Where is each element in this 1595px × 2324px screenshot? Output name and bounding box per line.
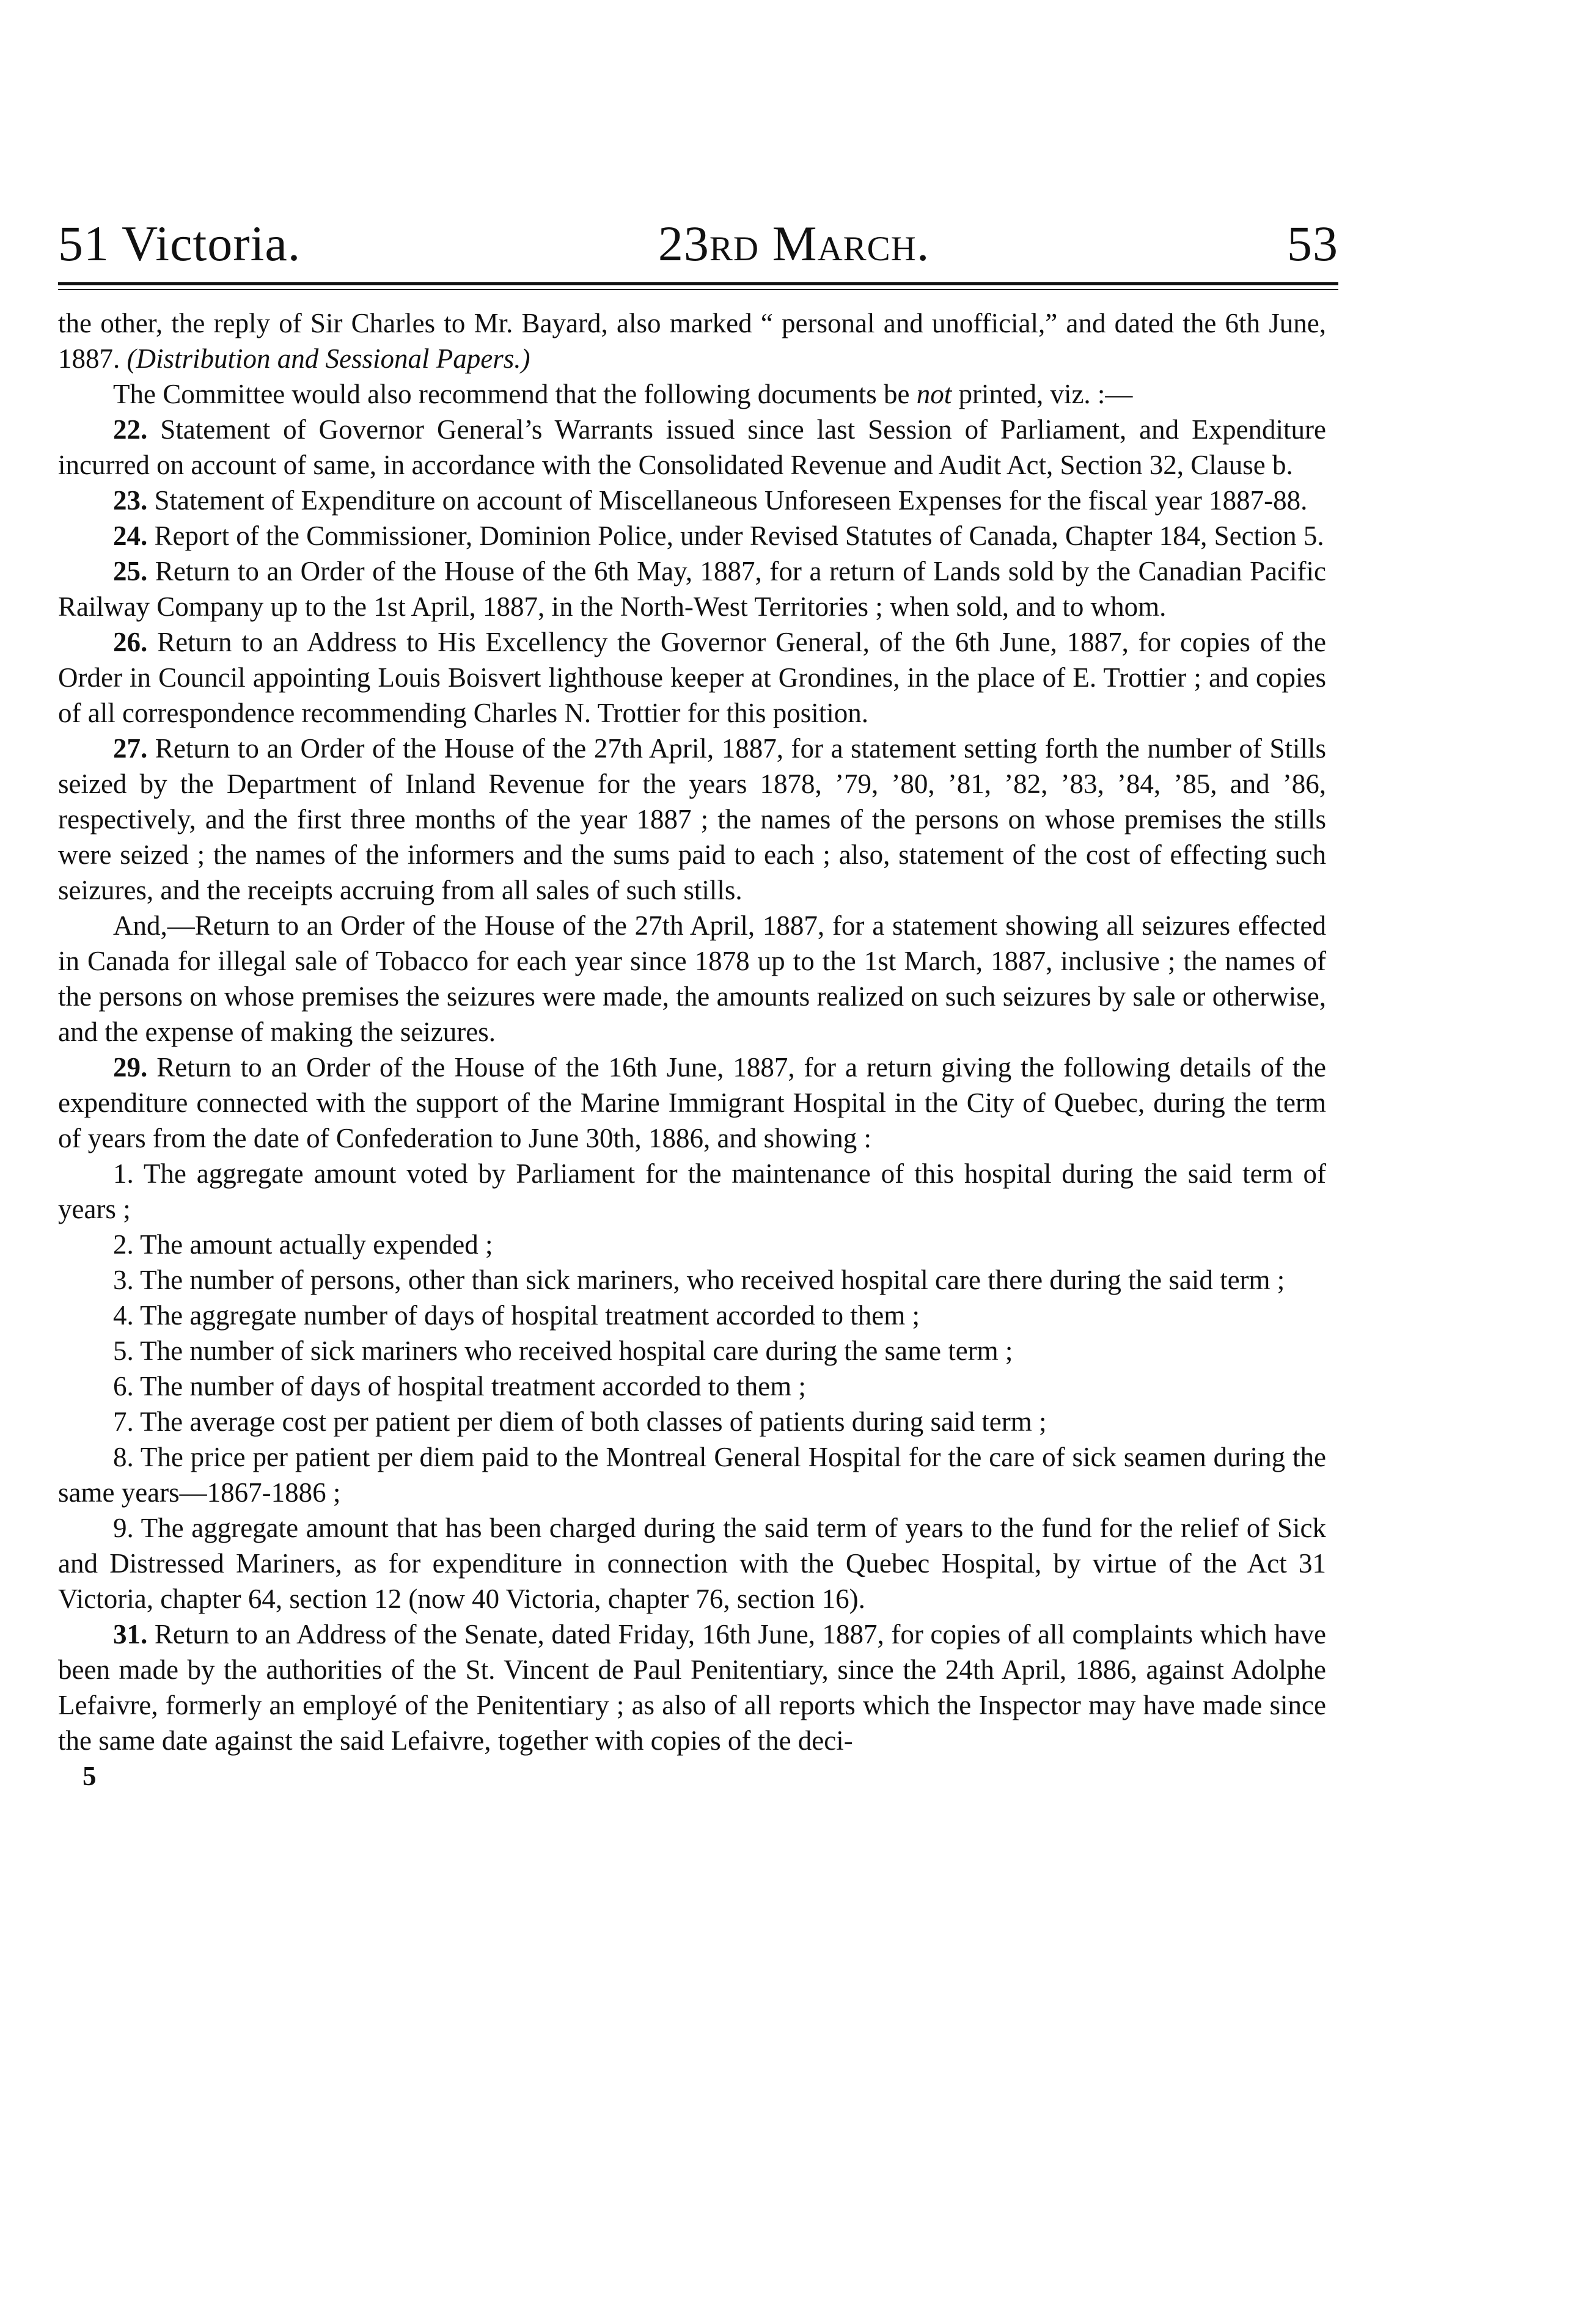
- committee-paragraph: [58, 376, 1326, 412]
- subitem-4: 4. The aggregate number of days of hospital treatment accorded to them ;: [113, 1300, 920, 1331]
- header-date: 23rd March.: [658, 216, 930, 271]
- item-number: 22.: [113, 414, 148, 445]
- item-27: [58, 731, 1326, 908]
- subitem-7: 7. The average cost per patient per diem of both classes of patients during said term ;: [113, 1406, 1047, 1437]
- subitem-3: 3. The number of persons, other than sick mariners, who received hospital care there during the said term ;: [113, 1265, 1285, 1295]
- item-26: [58, 624, 1326, 731]
- intro-paragraph: [58, 305, 1326, 376]
- subitem-6: 6. The number of days of hospital treatment accorded to them ;: [113, 1371, 806, 1401]
- item-text: Statement of Expenditure on account of Miscellaneous Unforeseen Expenses for the fiscal year 1887-88.: [154, 485, 1308, 516]
- signature-mark: 5: [82, 1761, 97, 1791]
- item-29: [58, 1050, 1326, 1156]
- item-text: Report of the Commissioner, Dominion Police, under Revised Statutes of Canada, Chapter 184, Section 5.: [154, 521, 1324, 551]
- item-text: Return to an Address of the Senate, dated Friday, 16th June, 1887, for copies of all complaints which have been made by the authorities of the St. Vincent de Paul Penitentiary, since the 24th April, 1886, against Adolphe Lefaivre, formerly an employé of the Penitentiary ; as also of all reports which the Inspector may have made since the same date against the said Lefaivre, together with copies of the deci-: [58, 1619, 1326, 1756]
- item-31: [58, 1617, 1326, 1758]
- item-number: 29.: [113, 1052, 148, 1083]
- item-text: Return to an Address to His Excellency the Governor General, of the 6th June, 1887, for copies of the Order in Council appointing Louis Boisvert lighthouse keeper at Grondines, in the place of E. Trottier ; and copies of all correspondence recommending Charles N. Trottier for this position.: [58, 627, 1327, 728]
- item-22: [58, 412, 1326, 483]
- subitem-2: 2. The amount actually expended ;: [113, 1229, 493, 1260]
- subitem-5: 5. The number of sick mariners who received hospital care during the same term ;: [113, 1336, 1013, 1366]
- item-24: [58, 518, 1326, 554]
- page-body: [58, 305, 1326, 1794]
- item-text: Statement of Governor General’s Warrants issued since last Session of Parliament, and Expenditure incurred on account of same, in accordance with the Consolidated Revenue and Audit Act, Section 32, Clause b.: [58, 414, 1327, 480]
- item-text: Return to an Order of the House of the 27th April, 1887, for a statement setting forth the number of Stills seized by the Department of Inland Revenue for the years 1878, ’79, ’80, ’81, ’82, ’83, ’84, ’85, and ’86, respectively, and the first three months of the year 1887 ; the names of the persons on whose premises the stills were seized ; the names of the informers and the sums paid to each ; also, statement of the cost of effecting such seizures, and the receipts accruing from all sales of such stills.: [58, 733, 1326, 905]
- item-25: [58, 554, 1326, 624]
- committee-emph: not: [916, 379, 952, 409]
- item-text: Return to an Order of the House of the 16th June, 1887, for a return giving the following details of the expenditure connected with the support of the Marine Immigrant Hospital in the City of Quebec, during the term of years from the date of Confederation to June 30th, 1886, and showing :: [58, 1052, 1327, 1153]
- item-number: 27.: [113, 733, 148, 764]
- intro-text: the other, the reply of Sir Charles to Mr. Bayard, also marked “ personal and unofficial,” and dated the 6th June, 1887.: [58, 308, 1326, 374]
- item-number: 25.: [113, 556, 148, 586]
- item-text: Return to an Order of the House of the 6th May, 1887, for a return of Lands sold by the Canadian Pacific Railway Company up to the 1st April, 1887, in the North-West Territories ; when sold, and to whom.: [58, 556, 1327, 622]
- header-rule-thick: [58, 282, 1338, 285]
- page-number: 53: [1286, 216, 1338, 271]
- item-number: 26.: [113, 627, 148, 657]
- intro-note: (Distribution and Sessional Papers.): [127, 343, 530, 374]
- item-number: 23.: [113, 485, 148, 516]
- header-rule-thin: [58, 289, 1338, 290]
- item-number: 24.: [113, 521, 148, 551]
- item-number: 31.: [113, 1619, 148, 1650]
- subitem-1: 1. The aggregate amount voted by Parliament for the maintenance of this hospital during the said term of years ;: [58, 1158, 1326, 1224]
- subitem-8: 8. The price per patient per diem paid to the Montreal General Hospital for the care of sick seamen during the same years—1867-1886 ;: [58, 1442, 1326, 1508]
- subitem-9: 9. The aggregate amount that has been charged during the said term of years to the fund for the relief of Sick and Distressed Mariners, as for expenditure in connection with the Quebec Hospital, by virtue of the Act 31 Victoria, chapter 64, section 12 (now 40 Victoria, chapter 76, section 16).: [58, 1513, 1326, 1614]
- page-header: [58, 183, 1338, 269]
- committee-pre: The Committee would also recommend that the following documents be: [113, 379, 917, 409]
- and-return-paragraph: And,—Return to an Order of the House of the 27th April, 1887, for a statement showing all seizures effected in Canada for illegal sale of Tobacco for each year since 1878 up to the 1st March, 1887, inclusive ; the names of the persons on whose premises the seizures were made, the amounts realized on such seizures by sale or otherwise, and the expense of making the seizures.: [58, 910, 1326, 1047]
- committee-post: printed, viz. :—: [952, 379, 1133, 409]
- item-23: [58, 483, 1326, 518]
- header-session: 51 Victoria.: [58, 216, 301, 271]
